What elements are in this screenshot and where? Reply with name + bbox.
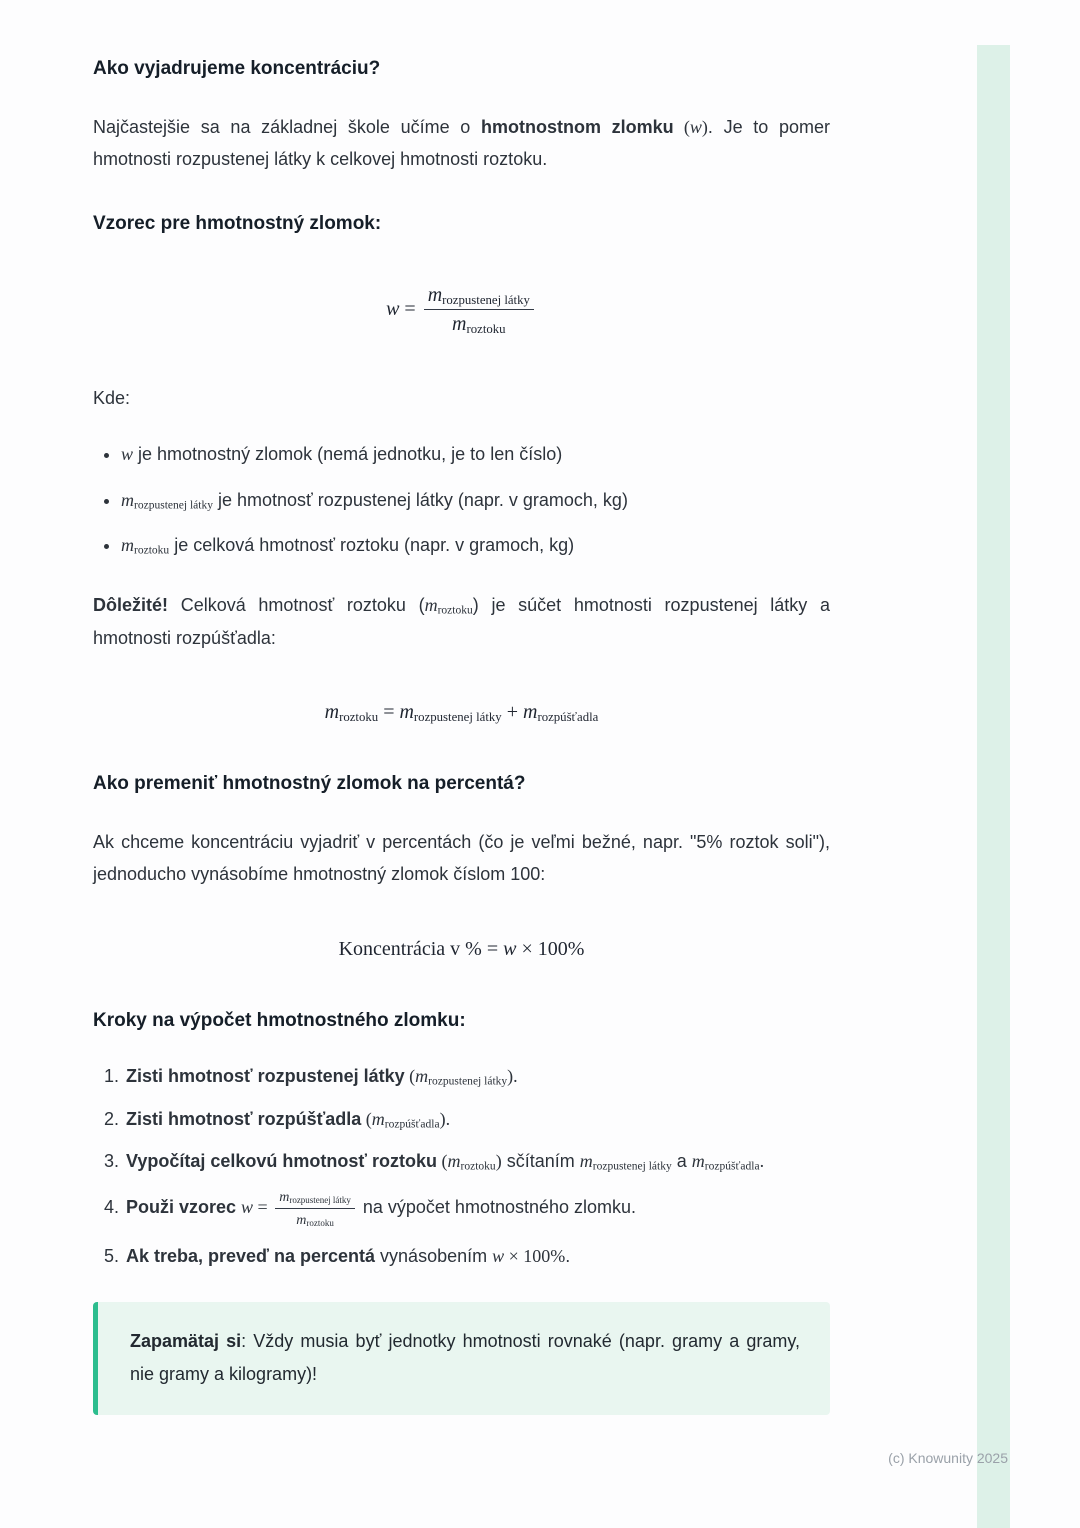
kde-label: Kde: [93, 387, 131, 408]
callout-note [93, 1302, 830, 1415]
paragraph-intro: Najčastejšie sa na základnej škole učíme o hmotnostnom zlomku (w). Je to pomer hmotnosti rozpustenej látky k celkovej hmotnosti roztoku. [93, 116, 830, 169]
step-item: 1. Zisti hmotnosť rozpustenej látky $(m_{rozpustenej látky})$. [124, 1060, 830, 1092]
paragraph-percent: Ak chceme koncentráciu vyjadriť v percentách (čo je veľmi bežné, napr. "5% roztok soli"), jednoducho vynásobíme hmotnostný zlomok číslom 100: [93, 831, 830, 885]
step-item: 3. Vypočítaj celkovú hmotnosť roztoku $(m_{roztoku})$ sčítaním $m_{rozpustenej látky}$ a $m_{rozpúšťadla}$. [124, 1145, 830, 1177]
list-item: • w je hmotnostný zlomok (nemá jednotku, je to len číslo) [121, 438, 830, 470]
formula-percent: Koncentrácia v % = w × 100% [338, 937, 585, 960]
formula-total-mass: $m_{roztoku} = m_{rozpustenej látky} + m_{rozpúšťadla}$ [324, 701, 599, 724]
formula-mass-fraction: w = $\frac{m_{rozpustenej látky}}{m_{roztoku}}$ [93, 282, 830, 338]
callout-text: Zapamätaj si: Vždy musia byť jednotky hmotnosti rovnaké (napr. gramy a gramy, nie gramy a kilogramy)! [130, 1331, 800, 1385]
heading-formula: Vzorec pre hmotnostný zlomok: [93, 213, 382, 235]
heading-percent: Ako premeniť hmotnostný zlomok na percentá? [93, 773, 526, 795]
list-item: • $m_{rozpustenej látky}$ je hmotnosť rozpustenej látky (napr. v gramoch, kg) [121, 484, 830, 516]
step-item: 5. Ak treba, preveď na percentá vynásobením w × 100%. [124, 1240, 830, 1272]
footer-credit: (c) Knowunity 2025 [888, 1450, 1008, 1466]
right-accent-strip [977, 45, 1010, 1528]
steps-list [93, 1060, 830, 1272]
bullet-list [93, 438, 830, 561]
paragraph-important: Dôležité! Celková hmotnosť roztoku $(m_{roztoku})$ je súčet hmotnosti rozpustenej látky a hmotnosti rozpúšťadla: [93, 595, 830, 648]
heading-intro: Ako vyjadrujeme koncentráciu? [93, 58, 381, 79]
step-item: 4. Použi vzorec w = $\frac{m_{rozpustenej látky}}{m_{roztoku}}$ na výpočet hmotnostného zlomku. [124, 1187, 830, 1229]
list-item: • $m_{roztoku}$ je celková hmotnosť roztoku (napr. v gramoch, kg) [121, 529, 830, 561]
step-item: 2. Zisti hmotnosť rozpúšťadla $(m_{rozpúšťadla})$. [124, 1103, 830, 1135]
heading-steps: Kroky na výpočet hmotnostného zlomku: [93, 1009, 466, 1031]
